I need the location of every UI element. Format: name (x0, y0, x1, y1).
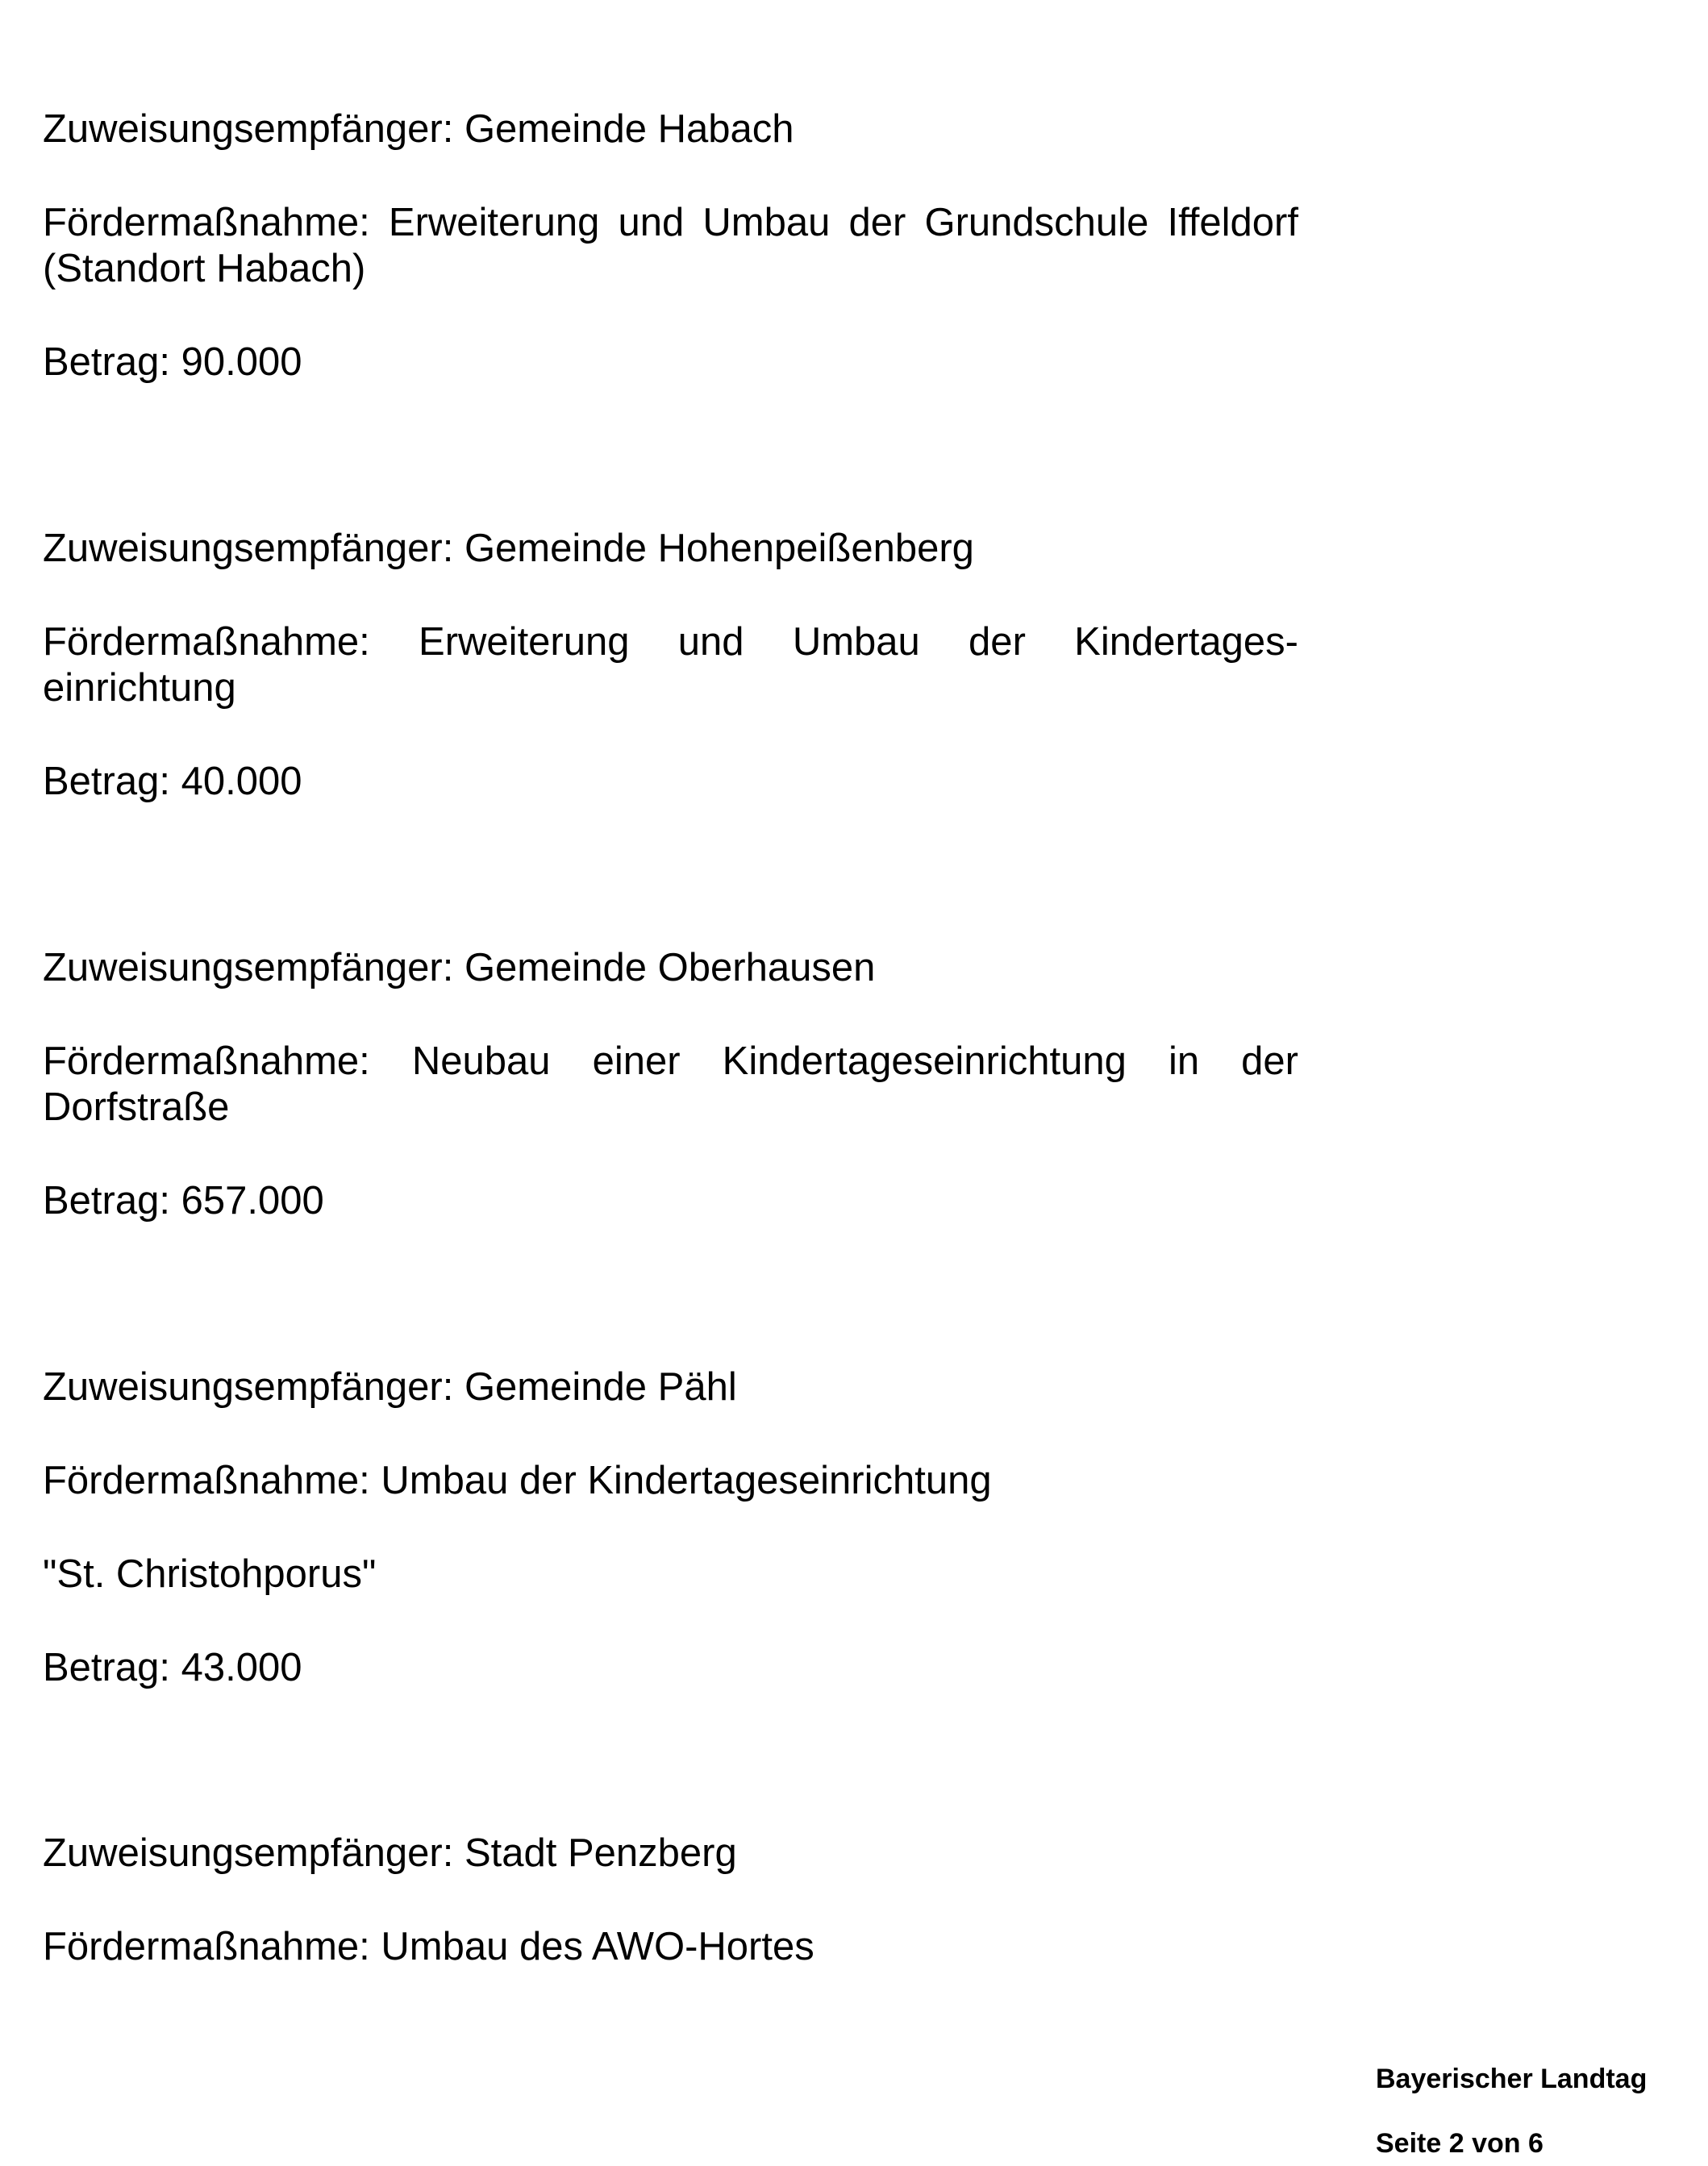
measure-line: Fördermaßnahme: Umbau des AWO-Hortes (43, 1925, 814, 1968)
measure-line: (Standort Habach) (43, 247, 366, 290)
measure-line: "St. Christohporus" (43, 1552, 377, 1596)
amount-line: Betrag: 43.000 (43, 1646, 302, 1689)
amount-line: Betrag: 657.000 (43, 1179, 324, 1223)
amount-line: Betrag: 40.000 (43, 760, 302, 803)
recipient-line: Zuweisungsempfänger: Gemeinde Hohenpeißenberg (43, 527, 974, 570)
amount-line: Betrag: 90.000 (43, 340, 302, 384)
measure-line: Dorfstraße (43, 1085, 230, 1129)
recipient-line: Zuweisungsempfänger: Gemeinde Habach (43, 107, 794, 151)
measure-line: Fördermaßnahme: Erweiterung und Umbau der Grundschule Iffeldorf (43, 201, 1298, 244)
recipient-line: Zuweisungsempfänger: Gemeinde Oberhausen (43, 946, 876, 989)
measure-line: Fördermaßnahme: Umbau der Kindertageseinrichtung (43, 1459, 992, 1502)
recipient-line: Zuweisungsempfänger: Stadt Penzberg (43, 1831, 737, 1875)
measure-line: einrichtung (43, 666, 236, 710)
measure-line: Fördermaßnahme: Neubau einer Kindertageseinrichtung in der (43, 1039, 1298, 1083)
recipient-line: Zuweisungsempfänger: Gemeinde Pähl (43, 1365, 737, 1409)
measure-line: Fördermaßnahme: Erweiterung und Umbau der Kindertages- (43, 620, 1298, 664)
footer-institution: Bayerischer Landtag (1376, 2064, 1648, 2094)
footer-page-number: Seite 2 von 6 (1376, 2128, 1543, 2159)
